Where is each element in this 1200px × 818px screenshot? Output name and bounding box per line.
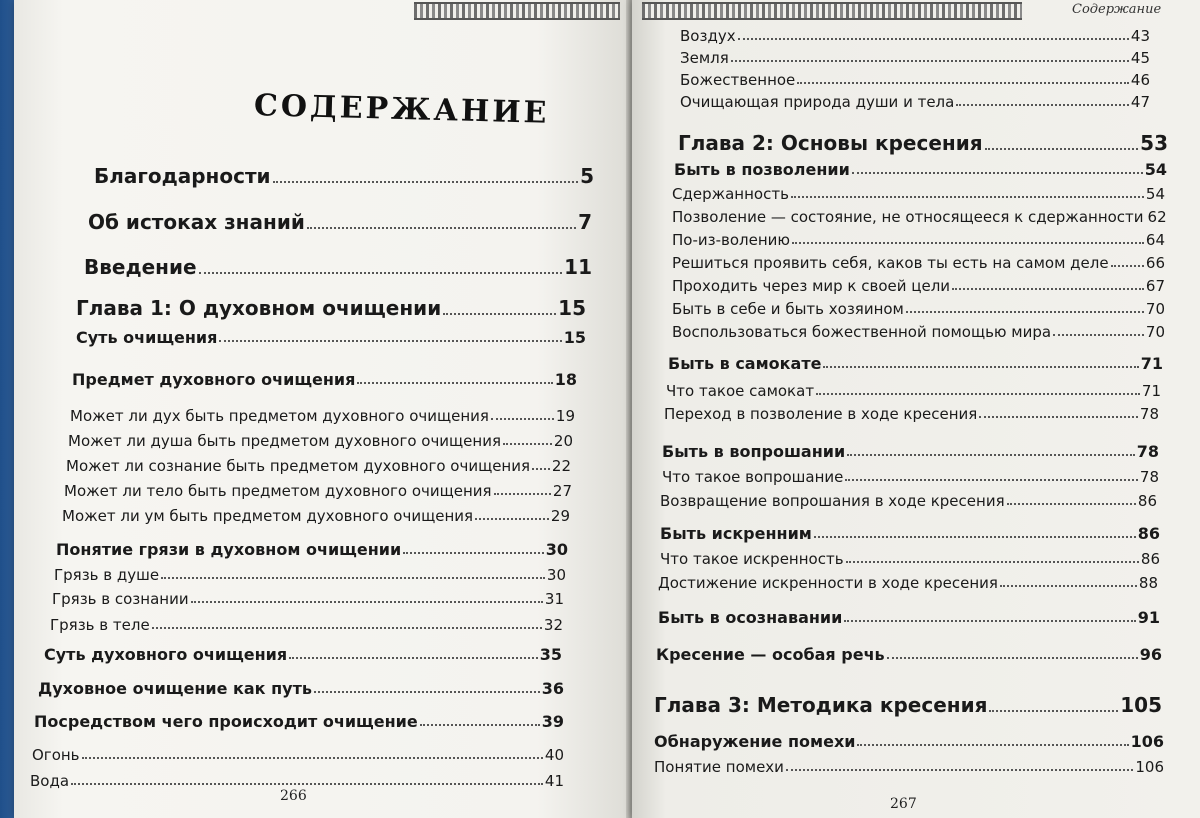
dot-leader bbox=[989, 710, 1118, 712]
right-page bbox=[632, 0, 1200, 818]
dot-leader bbox=[152, 627, 542, 629]
toc-entry-page: 88 bbox=[1138, 574, 1158, 592]
toc-entry-page: 40 bbox=[544, 746, 564, 764]
dot-leader bbox=[314, 691, 540, 693]
toc-entry bbox=[76, 296, 586, 320]
dot-leader bbox=[846, 561, 1139, 563]
toc-entry-page: 78 bbox=[1139, 405, 1159, 423]
toc-entry-page: 86 bbox=[1137, 524, 1160, 543]
toc-entry-title: Решиться проявить себя, каков ты есть на самом деле bbox=[672, 254, 1109, 272]
toc-entry bbox=[658, 608, 1160, 627]
dot-leader bbox=[814, 536, 1136, 538]
toc-entry-title: Может ли тело быть предметом духовного очищения bbox=[64, 482, 492, 500]
toc-entry-page: 71 bbox=[1141, 382, 1161, 400]
toc-entry-title: Воспользоваться божественной помощью мира bbox=[672, 323, 1052, 341]
toc-entry-title: Достижение искренности в ходе кресения bbox=[658, 574, 998, 592]
toc-entry bbox=[666, 382, 1161, 400]
toc-entry-page: 70 bbox=[1145, 323, 1165, 341]
toc-entry-title: Посредством чего происходит очищение bbox=[34, 712, 418, 731]
toc-entry-title: Огонь bbox=[32, 746, 80, 764]
toc-entry-title: Понятие помехи bbox=[654, 758, 784, 776]
toc-entry bbox=[678, 131, 1168, 155]
toc-entry bbox=[662, 442, 1159, 461]
page-number-right: 267 bbox=[890, 796, 917, 812]
toc-entry-title: Глава 1: О духовном очищении bbox=[76, 296, 442, 320]
dot-leader bbox=[273, 181, 579, 183]
toc-entry-title: Обнаружение помехи bbox=[654, 732, 856, 751]
toc-entry bbox=[674, 160, 1167, 179]
toc-entry bbox=[88, 210, 592, 234]
toc-entry-title: Быть в самокате bbox=[668, 354, 822, 373]
dot-leader bbox=[852, 172, 1143, 174]
dot-leader bbox=[475, 518, 549, 520]
toc-entry-page: 46 bbox=[1130, 71, 1150, 89]
toc-entry-page: 27 bbox=[552, 482, 572, 500]
toc-entry-page: 19 bbox=[555, 407, 575, 425]
toc-entry-title: Грязь в душе bbox=[54, 566, 160, 584]
toc-entry-title: Переход в позволение в ходе кресения bbox=[664, 405, 978, 423]
dot-leader bbox=[161, 577, 545, 579]
toc-entry-page: 105 bbox=[1120, 693, 1162, 717]
toc-entry-page: 30 bbox=[545, 540, 568, 559]
toc-entry bbox=[62, 507, 570, 525]
toc-entry bbox=[680, 93, 1150, 111]
toc-entry-page: 86 bbox=[1137, 492, 1157, 510]
toc-entry-title: Суть духовного очищения bbox=[44, 645, 288, 664]
toc-entry-title: Проходить через мир к своей цели bbox=[672, 277, 951, 295]
toc-entry-title: Об истоках знаний bbox=[88, 210, 305, 234]
dot-leader bbox=[1000, 585, 1137, 587]
dot-leader bbox=[857, 744, 1128, 746]
toc-entry bbox=[680, 27, 1150, 45]
toc-entry-title: Сдержанность bbox=[672, 185, 789, 203]
toc-entry-page: 18 bbox=[554, 370, 577, 389]
toc-entry bbox=[38, 679, 564, 698]
dot-leader bbox=[71, 783, 543, 785]
dot-leader bbox=[403, 552, 544, 554]
dot-leader bbox=[494, 493, 551, 495]
toc-entry-title: Вода bbox=[30, 772, 70, 790]
toc-entry-title: Позволение — состояние, не относящееся к сдержанности bbox=[672, 208, 1144, 226]
toc-entry bbox=[66, 457, 571, 475]
toc-entry bbox=[680, 49, 1150, 67]
toc-entry bbox=[672, 185, 1165, 203]
toc-entry-page: 78 bbox=[1136, 442, 1159, 461]
dot-leader bbox=[289, 657, 538, 659]
toc-entry-page: 22 bbox=[551, 457, 571, 475]
toc-entry-title: Что такое самокат bbox=[666, 382, 815, 400]
toc-entry-page: 11 bbox=[564, 255, 592, 279]
toc-entry bbox=[72, 370, 577, 389]
toc-entry-page: 91 bbox=[1137, 608, 1160, 627]
toc-entry-title: Земля bbox=[680, 49, 729, 67]
toc-entry-page: 71 bbox=[1140, 354, 1163, 373]
toc-entry-page: 7 bbox=[578, 210, 592, 234]
toc-entry-page: 31 bbox=[544, 590, 564, 608]
toc-entry bbox=[660, 492, 1157, 510]
toc-entry-title: Что такое вопрошание bbox=[662, 468, 844, 486]
dot-leader bbox=[956, 104, 1129, 106]
left-page bbox=[14, 0, 630, 818]
page-title: СОДЕРЖАНИЕ bbox=[253, 88, 550, 131]
dot-leader bbox=[792, 242, 1144, 244]
toc-entry-page: 53 bbox=[1140, 131, 1168, 155]
toc-entry-title: Что такое искренность bbox=[660, 550, 844, 568]
dot-leader bbox=[952, 288, 1144, 290]
dot-leader bbox=[738, 38, 1129, 40]
toc-entry-page: 43 bbox=[1130, 27, 1150, 45]
toc-entry-page: 30 bbox=[546, 566, 566, 584]
toc-entry-page: 78 bbox=[1139, 468, 1159, 486]
toc-entry-title: Быть искренним bbox=[660, 524, 812, 543]
toc-entry-title: Очищающая природа души и тела bbox=[680, 93, 955, 111]
toc-entry-title: Глава 2: Основы кресения bbox=[678, 131, 983, 155]
dot-leader bbox=[979, 416, 1138, 418]
toc-entry-page: 41 bbox=[544, 772, 564, 790]
toc-entry bbox=[672, 208, 1165, 226]
dot-leader bbox=[1111, 265, 1144, 267]
toc-entry-page: 15 bbox=[563, 328, 586, 347]
toc-entry bbox=[672, 277, 1165, 295]
toc-entry-page: 96 bbox=[1139, 645, 1162, 664]
toc-entry-page: 15 bbox=[558, 296, 586, 320]
toc-entry-page: 29 bbox=[550, 507, 570, 525]
toc-entry bbox=[672, 300, 1165, 318]
toc-entry bbox=[34, 712, 564, 731]
toc-entry bbox=[672, 323, 1165, 341]
toc-entry-title: Возвращение вопрошания в ходе кресения bbox=[660, 492, 1005, 510]
toc-entry bbox=[94, 164, 594, 188]
toc-entry-page: 70 bbox=[1145, 300, 1165, 318]
toc-entry-page: 45 bbox=[1130, 49, 1150, 67]
dot-leader bbox=[357, 382, 552, 384]
page-number-left: 266 bbox=[280, 788, 307, 804]
toc-entry-page: 67 bbox=[1145, 277, 1165, 295]
toc-entry bbox=[668, 354, 1163, 373]
toc-entry-page: 66 bbox=[1145, 254, 1165, 272]
toc-entry-page: 20 bbox=[553, 432, 573, 450]
toc-entry bbox=[680, 71, 1150, 89]
dot-leader bbox=[731, 60, 1129, 62]
toc-entry-title: Может ли душа быть предметом духовного очищения bbox=[68, 432, 501, 450]
dot-leader bbox=[985, 148, 1139, 150]
dot-leader bbox=[816, 393, 1140, 395]
running-head: Содержание bbox=[1072, 2, 1162, 17]
toc-entry bbox=[654, 732, 1164, 751]
dot-leader bbox=[82, 757, 543, 759]
toc-entry bbox=[76, 328, 586, 347]
toc-entry-title: Предмет духовного очищения bbox=[72, 370, 356, 389]
toc-entry-title: Благодарности bbox=[94, 164, 271, 188]
toc-entry bbox=[662, 468, 1159, 486]
toc-entry-page: 54 bbox=[1144, 160, 1167, 179]
dot-leader bbox=[1053, 334, 1144, 336]
toc-entry bbox=[70, 407, 575, 425]
dot-leader bbox=[307, 227, 576, 229]
dot-leader bbox=[443, 313, 556, 315]
toc-entry-page: 5 bbox=[580, 164, 594, 188]
toc-entry bbox=[656, 645, 1162, 664]
dot-leader bbox=[199, 272, 563, 274]
toc-entry bbox=[54, 566, 566, 584]
dot-leader bbox=[791, 196, 1144, 198]
toc-entry-title: Может ли дух быть предметом духовного очищения bbox=[70, 407, 489, 425]
toc-entry-title: Духовное очищение как путь bbox=[38, 679, 312, 698]
toc-entry bbox=[84, 255, 592, 279]
toc-entry-title: Может ли ум быть предметом духовного очищения bbox=[62, 507, 474, 525]
dot-leader bbox=[797, 82, 1129, 84]
toc-entry-page: 32 bbox=[543, 616, 563, 634]
dot-leader bbox=[491, 418, 554, 420]
toc-entry-page: 36 bbox=[541, 679, 564, 698]
toc-entry-title: Быть в позволении bbox=[674, 160, 850, 179]
toc-entry-page: 62 bbox=[1147, 208, 1167, 226]
toc-entry bbox=[64, 482, 572, 500]
dot-leader bbox=[844, 620, 1135, 622]
table-of-contents-right bbox=[632, 0, 1200, 818]
toc-entry-title: Суть очищения bbox=[76, 328, 218, 347]
toc-entry-title: Быть в осознавании bbox=[658, 608, 843, 627]
toc-entry bbox=[672, 231, 1165, 249]
toc-entry-title: Воздух bbox=[680, 27, 736, 45]
toc-entry bbox=[658, 574, 1158, 592]
toc-entry-title: Глава 3: Методика кресения bbox=[654, 693, 988, 717]
dot-leader bbox=[420, 724, 540, 726]
toc-entry-title: Понятие грязи в духовном очищении bbox=[56, 540, 402, 559]
dot-leader bbox=[845, 479, 1138, 481]
toc-entry-title: Быть в вопрошании bbox=[662, 442, 846, 461]
toc-entry-title: Может ли сознание быть предметом духовного очищения bbox=[66, 457, 531, 475]
dot-leader bbox=[503, 443, 552, 445]
toc-entry-page: 106 bbox=[1135, 758, 1164, 776]
toc-entry bbox=[654, 758, 1164, 776]
toc-entry bbox=[52, 590, 564, 608]
toc-entry-page: 47 bbox=[1130, 93, 1150, 111]
toc-entry-title: Быть в себе и быть хозяином bbox=[672, 300, 904, 318]
toc-entry bbox=[44, 645, 562, 664]
toc-entry-title: Введение bbox=[84, 255, 197, 279]
toc-entry-title: Божественное bbox=[680, 71, 796, 89]
dot-leader bbox=[786, 769, 1133, 771]
dot-leader bbox=[191, 601, 543, 603]
dot-leader bbox=[1007, 503, 1136, 505]
toc-entry bbox=[664, 405, 1159, 423]
toc-entry bbox=[50, 616, 563, 634]
toc-entry bbox=[660, 524, 1160, 543]
toc-entry-title: По-из-волению bbox=[672, 231, 791, 249]
toc-entry bbox=[672, 254, 1165, 272]
toc-entry-title: Грязь в теле bbox=[50, 616, 150, 634]
toc-entry bbox=[660, 550, 1160, 568]
toc-entry bbox=[32, 746, 564, 764]
dot-leader bbox=[847, 454, 1135, 456]
toc-entry-page: 35 bbox=[539, 645, 562, 664]
toc-entry-page: 106 bbox=[1130, 732, 1164, 751]
toc-entry-page: 54 bbox=[1145, 185, 1165, 203]
toc-entry bbox=[654, 693, 1162, 717]
toc-entry-page: 64 bbox=[1145, 231, 1165, 249]
toc-entry-title: Кресение — особая речь bbox=[656, 645, 885, 664]
toc-entry bbox=[56, 540, 568, 559]
toc-entry-page: 39 bbox=[541, 712, 564, 731]
toc-entry-page: 86 bbox=[1140, 550, 1160, 568]
toc-entry-title: Грязь в сознании bbox=[52, 590, 189, 608]
table-of-contents-left bbox=[14, 0, 630, 818]
dot-leader bbox=[823, 366, 1138, 368]
dot-leader bbox=[532, 468, 550, 470]
dot-leader bbox=[219, 340, 561, 342]
dot-leader bbox=[887, 657, 1138, 659]
toc-entry bbox=[68, 432, 573, 450]
dot-leader bbox=[906, 311, 1144, 313]
